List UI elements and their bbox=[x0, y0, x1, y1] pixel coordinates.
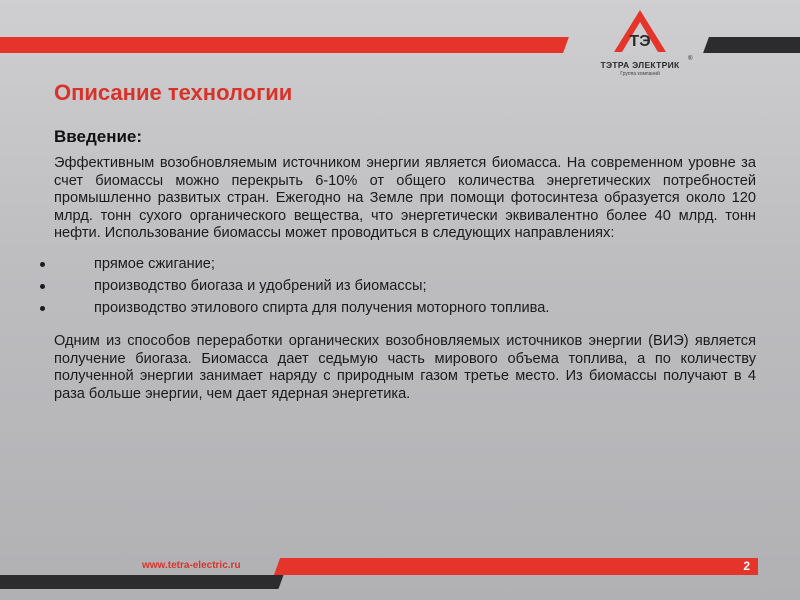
bullet-icon bbox=[40, 284, 45, 289]
list-item bbox=[40, 253, 756, 275]
slide-title: Описание технологии bbox=[54, 80, 293, 105]
company-logo bbox=[585, 8, 695, 78]
biogas-paragraph: Одним из способов переработки органических возобновляемых источников энергии (ВИЭ) является получение биогаза. Биомасса дает седьмую часть мирового объема топлива, а по количеству полученной энергии занимает наряду с природным газом третье место. Из биомассы получают в 4 раза больше энергии, чем дает ядерная энергетика. bbox=[54, 332, 756, 402]
list-item-text: производство биогаза и удобрений из биомассы; bbox=[94, 277, 427, 294]
list-item bbox=[40, 275, 756, 297]
directions-list bbox=[40, 253, 756, 319]
list-item-text: производство этилового спирта для получения моторного топлива. bbox=[94, 299, 550, 316]
bottom-dark-bar bbox=[0, 575, 276, 589]
top-red-bar bbox=[0, 37, 560, 53]
section-subtitle: Введение: bbox=[54, 127, 143, 146]
list-item bbox=[40, 297, 756, 319]
svg-text:ТЭ: ТЭ bbox=[629, 33, 651, 50]
bottom-red-bar bbox=[282, 558, 758, 575]
list-item-text: прямое сжигание; bbox=[94, 255, 215, 272]
bullet-icon bbox=[40, 306, 45, 311]
tetra-logo-icon bbox=[610, 8, 670, 60]
page-number: 2 bbox=[743, 559, 750, 573]
intro-paragraph: Эффективным возобновляемым источником энергии является биомасса. На современном уровне за счет биомассы можно перекрыть 6-10% от общего количества энергетических потребностей промышленно развитых стран. Ежегодно на Земле при помощи фотосинтеза образуется около 120 млрд. тонн сухого органического вещества, что энергетически эквивалентно более 40 млрд. тонн нефти. Использование биомассы может проводиться в следующих направлениях: bbox=[54, 155, 756, 242]
company-tagline: Группа компаний bbox=[620, 71, 660, 77]
top-dark-bar bbox=[712, 37, 800, 53]
website-link[interactable]: www.tetra-electric.ru bbox=[142, 560, 241, 571]
slide-content bbox=[54, 127, 756, 403]
bullet-icon bbox=[40, 262, 45, 267]
registered-mark: ® bbox=[688, 56, 693, 62]
company-name: ТЭТРА ЭЛЕКТРИК bbox=[600, 60, 680, 70]
